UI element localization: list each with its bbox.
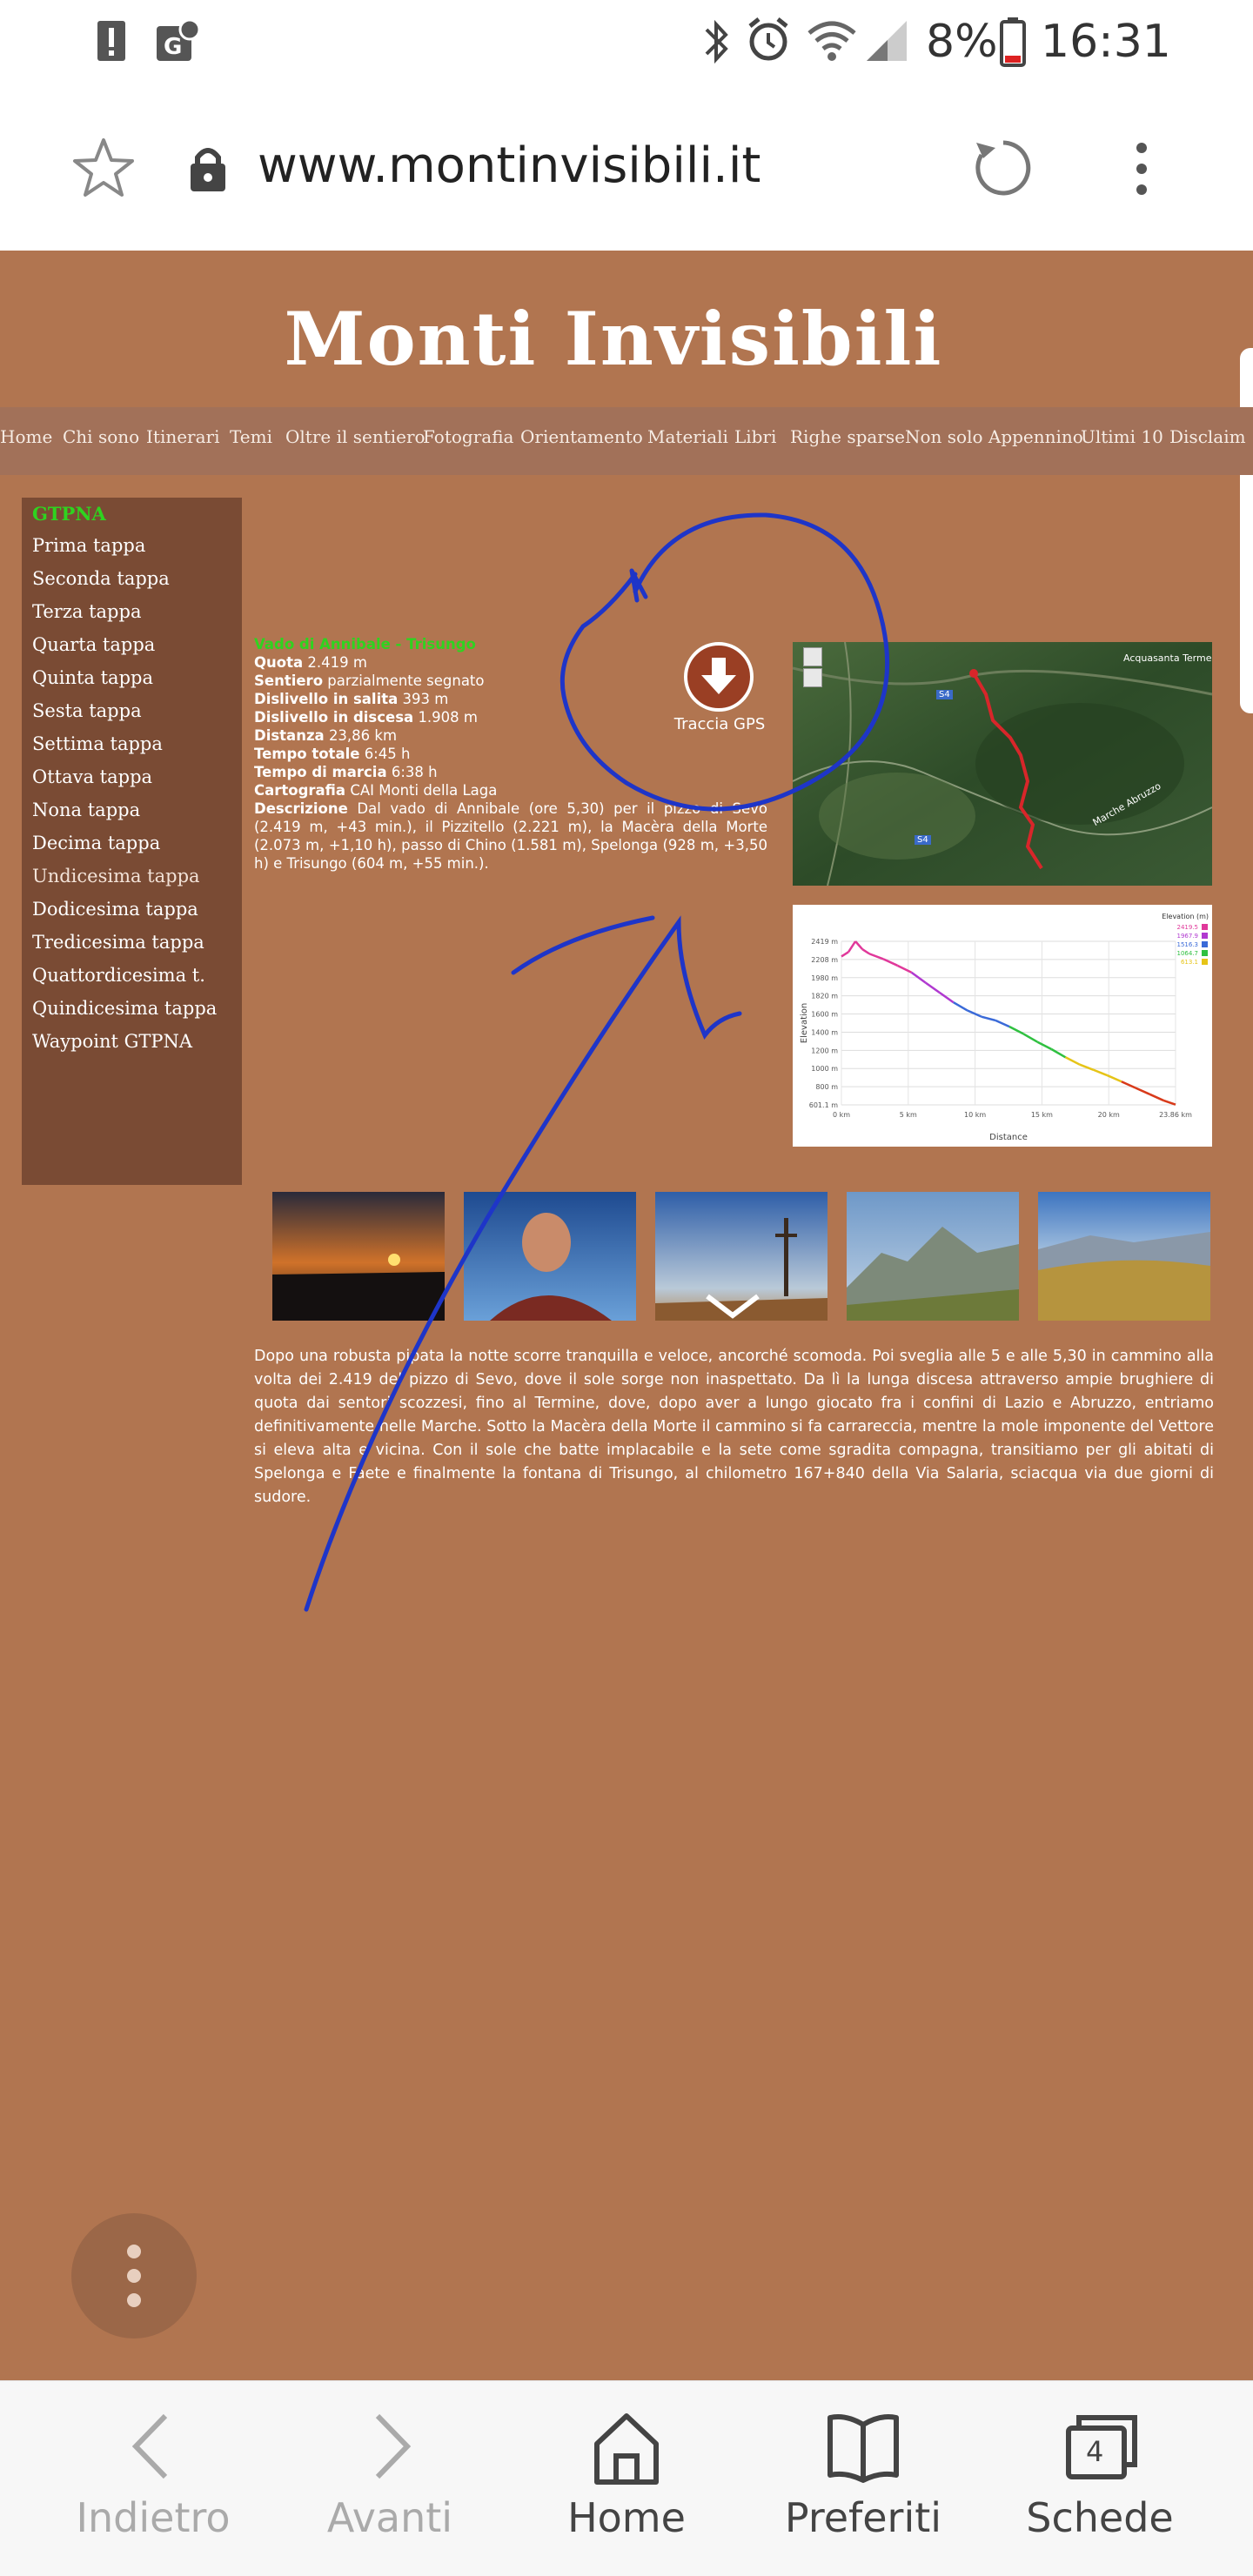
sidebar-heading[interactable]: GTPNA (32, 503, 106, 525)
nav-righe-sparse[interactable]: Righe sparse (790, 426, 905, 447)
info-tempo-totale: Tempo totale 6:45 h (254, 746, 411, 762)
status-bar (0, 0, 1253, 84)
elevation-segment (1094, 1070, 1108, 1075)
sidebar-item[interactable]: Nona tappa (32, 800, 141, 820)
url-field[interactable]: www.montinvisibili.it (258, 137, 761, 194)
nav-home[interactable]: Home (0, 426, 53, 447)
home-label: Home (567, 2494, 686, 2541)
x-axis-label: Distance (989, 1133, 1028, 1142)
elevation-segment (1009, 1027, 1023, 1034)
gps-label[interactable]: Traccia GPS (673, 715, 766, 733)
map-label-town: Acquasanta Terme (1123, 652, 1212, 664)
gps-download-button[interactable] (684, 642, 754, 712)
site-title[interactable]: Monti Invisibili (284, 296, 943, 382)
elevation-segment (954, 1002, 968, 1010)
info-quota: Quota 2.419 m (254, 654, 367, 671)
elevation-segment (1163, 1101, 1176, 1105)
home-button[interactable] (501, 2381, 752, 2576)
info-sentiero: Sentiero parzialmente segnato (254, 672, 485, 689)
back-arrow-icon (110, 2407, 197, 2486)
sidebar-item[interactable]: Dodicesima tappa (32, 899, 198, 920)
elevation-segment (862, 949, 869, 953)
elevation-segment (883, 959, 897, 965)
sidebar-item[interactable]: Prima tappa (32, 535, 146, 556)
signal-icon (863, 17, 910, 64)
x-tick-label: 23.86 km (1159, 1111, 1192, 1119)
x-tick-label: 0 km (832, 1111, 851, 1119)
forward-label: Avanti (326, 2494, 453, 2541)
nav-disclaimer[interactable]: Disclaim (1169, 426, 1246, 447)
nav-materiali[interactable]: Materiali (647, 426, 728, 447)
y-tick-label: 1400 m (811, 1028, 838, 1037)
sidebar (22, 498, 242, 1185)
elevation-segment (1136, 1087, 1149, 1094)
nav-libri[interactable]: Libri (734, 426, 777, 447)
forward-button[interactable] (265, 2381, 515, 2576)
map-label-border: Marche Abruzzo (1090, 779, 1163, 829)
tab-count: 4 (1086, 2435, 1104, 2468)
legend-value: 1516.3 (1176, 941, 1198, 948)
info-tempo-marcia: Tempo di marcia 6:38 h (254, 764, 438, 780)
site-nav (0, 407, 1253, 475)
legend-value: 613.1 (1180, 959, 1198, 966)
y-tick-label: 1200 m (811, 1047, 838, 1055)
nav-fotografia[interactable]: Fotografia (423, 426, 514, 447)
clock: 16:31 (1041, 16, 1171, 68)
info-discesa: Dislivello in discesa 1.908 m (254, 709, 478, 726)
elevation-segment (869, 953, 883, 959)
map-terrain (793, 642, 1212, 886)
elevation-segment (1023, 1034, 1037, 1041)
y-tick-label: 2208 m (811, 955, 838, 964)
y-tick-label: 1000 m (811, 1065, 838, 1074)
bookmarks-label: Preferiti (784, 2494, 942, 2541)
reload-icon[interactable] (971, 136, 1035, 200)
battery-percent: 8% (926, 16, 998, 68)
browser-bottom-nav (0, 2380, 1253, 2576)
x-tick-label: 10 km (964, 1111, 987, 1119)
legend-swatch (1202, 959, 1208, 965)
tabs-label: Schede (1026, 2494, 1174, 2541)
elevation-segment (1037, 1042, 1051, 1049)
body-text: Dopo una robusta pipata la notte scorre tranquilla e veloce, ancorché scomoda. Poi sveglia alle 5 e alle 5,30 in cammino alla volta dei 2.419 del pizzo di Sevo, dove il sole sorge non inaspettato. Da lì la lunga discesa attraverso ampie brughiere di quota dai sentori scozzesi, fino al Termine, dove, dopo aver a lungo giocato fra i confini di Lazio e Abruzzo, entriamo definitivamente nelle Marche. Sotto la Macèra della Morte il cammino si fa carrareccia, mentre la mole imponente del Vettore si eleva alta e vicina. Con il sole che batte implacabile e la sete come sgradita compagna, transitiamo per gli abitati di Spelonga e Faete e finalmente la fontana di Trisungo, al chilometro 167+840 della Via Salaria, sciacqua via due giorni di sudore. (254, 1348, 1214, 1506)
sidebar-item[interactable]: Settima tappa (32, 733, 163, 754)
legend-value: 1064.7 (1176, 950, 1198, 957)
wifi-icon (806, 17, 858, 63)
elevation-profile[interactable] (793, 905, 1212, 1147)
elevation-segment (1149, 1094, 1163, 1101)
photo-selfie-image (464, 1192, 636, 1321)
photo-mountains-image (847, 1192, 1019, 1321)
elevation-segment (982, 1017, 995, 1020)
elevation-segment (1080, 1065, 1094, 1070)
elevation-segment (926, 982, 940, 992)
bookmarks-button[interactable] (738, 2381, 988, 2576)
lock-icon (188, 143, 228, 193)
nav-non-solo-appennino[interactable]: Non solo Appennino (905, 426, 1083, 447)
elevation-segment (897, 966, 911, 973)
x-tick-label: 20 km (1097, 1111, 1120, 1119)
back-label: Indietro (76, 2494, 231, 2541)
photo-sunrise-image (272, 1192, 445, 1321)
maps-notification-icon (153, 16, 202, 64)
map-zoom-out-button[interactable] (803, 668, 822, 687)
photo-meadow-image (1038, 1192, 1210, 1321)
elevation-segment (848, 941, 855, 952)
bookmark-star-icon[interactable] (71, 136, 136, 200)
info-distanza: Distanza 23,86 km (254, 727, 398, 744)
back-button[interactable] (28, 2381, 278, 2576)
sidebar-item[interactable]: Seconda tappa (32, 568, 170, 589)
sidebar-item[interactable]: Decima tappa (32, 833, 161, 853)
y-tick-label: 1600 m (811, 1010, 838, 1019)
home-icon (583, 2407, 670, 2486)
sidebar-item[interactable]: Quattordicesima t. (32, 965, 205, 986)
legend-value: 1967.9 (1176, 933, 1198, 940)
photo-sunrise[interactable] (272, 1192, 445, 1321)
alert-notification-icon (94, 17, 129, 64)
sidebar-item[interactable]: Quarta tappa (32, 634, 156, 655)
battery-icon (999, 16, 1027, 68)
edge-panel-handle[interactable] (1240, 348, 1253, 713)
y-tick-label: 800 m (815, 1083, 838, 1092)
legend-title: Elevation (m) (1162, 913, 1209, 920)
y-tick-label: 601.1 m (808, 1101, 838, 1109)
sidebar-item[interactable]: Waypoint GTPNA (32, 1031, 193, 1052)
more-options-icon[interactable] (1124, 139, 1159, 198)
x-tick-label: 5 km (899, 1111, 917, 1119)
elevation-segment (855, 941, 862, 949)
info-cartografia: Cartografia CAI Monti della Laga (254, 782, 498, 799)
nav-ultimi-10[interactable]: Ultimi 10 (1081, 426, 1163, 447)
route-title: Vado di Annibale - Trisungo (254, 636, 476, 652)
sidebar-item[interactable]: Sesta tappa (32, 700, 142, 721)
legend-swatch (1202, 941, 1208, 947)
bluetooth-icon (701, 17, 731, 66)
elevation-chart (793, 905, 1212, 1147)
vertical-dots-icon (71, 2213, 197, 2338)
map-road-shield: S4 (936, 690, 953, 699)
y-tick-label: 1820 m (811, 992, 838, 1000)
nav-itinerari[interactable]: Itinerari (146, 426, 220, 447)
nav-orientamento[interactable]: Orientamento (520, 426, 643, 447)
photo-summit-cross[interactable] (655, 1192, 828, 1321)
elevation-segment (841, 952, 848, 956)
elevation-segment (995, 1020, 1009, 1027)
photo-selfie[interactable] (464, 1192, 636, 1321)
tabs-button[interactable] (975, 2381, 1225, 2576)
photo-mountains[interactable] (847, 1192, 1019, 1321)
route-map[interactable] (793, 642, 1212, 886)
sidebar-item[interactable]: Terza tappa (32, 601, 142, 622)
legend-value: 2419.5 (1176, 924, 1198, 931)
download-arrow-icon (687, 646, 750, 708)
sidebar-item[interactable]: Tredicesima tappa (32, 932, 204, 953)
nav-oltre-il-sentiero[interactable]: Oltre il sentiero (285, 426, 425, 447)
sidebar-item-current[interactable]: Undicesima tappa (32, 866, 200, 887)
alarm-icon (745, 16, 792, 64)
elevation-segment (1108, 1075, 1122, 1081)
nav-temi[interactable]: Temi (230, 426, 272, 447)
elevation-segment (1066, 1057, 1080, 1064)
svg-text:G: G (164, 34, 183, 60)
y-axis-label: Elevation (800, 1002, 809, 1044)
legend-swatch (1202, 924, 1208, 930)
y-tick-label: 2419 m (811, 938, 838, 946)
legend-swatch (1202, 933, 1208, 939)
elevation-segment (940, 993, 954, 1002)
sidebar-item[interactable]: Quindicesima tappa (32, 998, 218, 1019)
floating-menu-button[interactable] (71, 2213, 197, 2338)
photo-meadow[interactable] (1038, 1192, 1210, 1321)
x-tick-label: 15 km (1030, 1111, 1053, 1119)
nav-chi-sono[interactable]: Chi sono (63, 426, 140, 447)
map-zoom-in-button[interactable] (803, 647, 822, 666)
y-tick-label: 1980 m (811, 974, 838, 982)
info-salita: Dislivello in salita 393 m (254, 691, 449, 707)
info-descrizione: Descrizione Dal vado di Annibale (ore 5,30) per il pizzo di Sevo (2.419 m, +43 min.), il Pizzitello (2.221 m), la Macèra della Morte (2.073 m, +1,10 h), passo di Chino (1.581 m), Spelonga (928 m, +3,50 h) e Trisungo (604 m, +55 min.). (254, 800, 767, 872)
sidebar-item[interactable]: Ottava tappa (32, 766, 153, 787)
chevron-down-icon[interactable] (702, 1289, 763, 1321)
legend-swatch (1202, 950, 1208, 956)
forward-arrow-icon (346, 2407, 433, 2486)
sidebar-item[interactable]: Quinta tappa (32, 667, 153, 688)
bookmarks-book-icon (820, 2407, 907, 2486)
map-road-shield: S4 (915, 835, 931, 845)
